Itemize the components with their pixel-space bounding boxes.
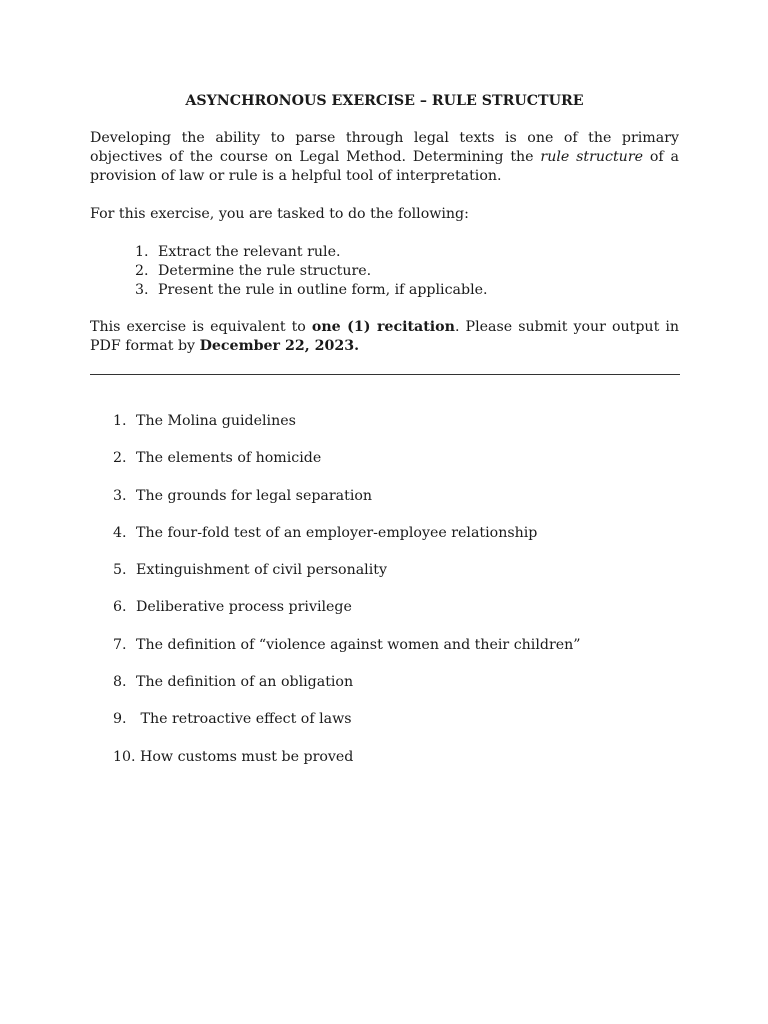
list-item — [113, 524, 673, 561]
intro-text-start: Developing the ability to parse through legal texts is one of the primary objectives of the course on Legal Method. Determining the — [90, 130, 679, 165]
list-item — [113, 449, 673, 486]
step-number: 2. — [135, 263, 149, 279]
topic-text: The elements of homicide — [136, 450, 322, 467]
topic-text: The grounds for legal separation — [136, 487, 373, 504]
topic-text: The four-fold test of an employer-employee relationship — [136, 524, 538, 541]
list-item — [113, 710, 673, 747]
list-item — [135, 262, 679, 281]
task-intro: For this exercise, you are tasked to do the following: — [90, 206, 469, 222]
topic-number: 9. — [113, 711, 127, 728]
topic-text: The definition of an obligation — [136, 674, 354, 691]
topic-number: 8. — [113, 674, 127, 691]
step-number: 3. — [135, 282, 149, 298]
topic-number: 4. — [113, 524, 127, 541]
list-item — [135, 243, 679, 262]
topic-text: Deliberative process privilege — [136, 599, 352, 616]
deadline-date: December 22, 2023. — [199, 338, 360, 354]
topic-number: 1. — [113, 413, 127, 429]
section-divider — [90, 374, 680, 375]
list-item — [113, 487, 673, 524]
submission-paragraph — [90, 318, 679, 356]
topic-text: The retroactive effect of laws — [136, 711, 352, 728]
topic-text: The definition of “violence against women and their children” — [136, 636, 581, 653]
list-item — [113, 412, 673, 449]
step-number: 1. — [135, 244, 149, 260]
list-item — [135, 281, 679, 300]
document-body — [90, 92, 679, 375]
list-item — [113, 673, 673, 710]
submission-text-2: . Please submit your output in PDF format by — [90, 319, 680, 354]
topic-number: 5. — [113, 562, 127, 579]
step-text: Determine the rule structure. — [158, 263, 372, 279]
list-item — [113, 598, 673, 635]
topic-number: 6. — [113, 599, 127, 616]
intro-text-end: of a provision of law or rule is a helpful tool of interpretation. — [90, 149, 679, 184]
topic-number: 3. — [113, 487, 127, 504]
document-title: ASYNCHRONOUS EXERCISE – RULE STRUCTURE — [185, 93, 584, 109]
list-item — [113, 636, 673, 673]
step-text: Extract the relevant rule. — [158, 244, 341, 260]
intro-italic-term: rule structure — [540, 149, 644, 165]
topic-text: Extinguishment of civil personality — [136, 562, 387, 579]
list-item — [113, 748, 673, 785]
intro-paragraph — [90, 129, 679, 186]
topic-text: How customs must be proved — [140, 748, 354, 765]
list-item — [113, 561, 673, 598]
topic-number: 7. — [113, 636, 127, 653]
steps-list — [90, 243, 679, 300]
topic-text: The Molina guidelines — [136, 413, 296, 429]
step-text: Present the rule in outline form, if applicable. — [158, 282, 488, 298]
submission-text-1: This exercise is equivalent to — [90, 319, 312, 335]
topics-list — [113, 412, 673, 785]
recitation-credit: one (1) recitation — [311, 319, 455, 335]
topic-number: 2. — [113, 450, 127, 467]
topic-number: 10. — [113, 748, 136, 765]
